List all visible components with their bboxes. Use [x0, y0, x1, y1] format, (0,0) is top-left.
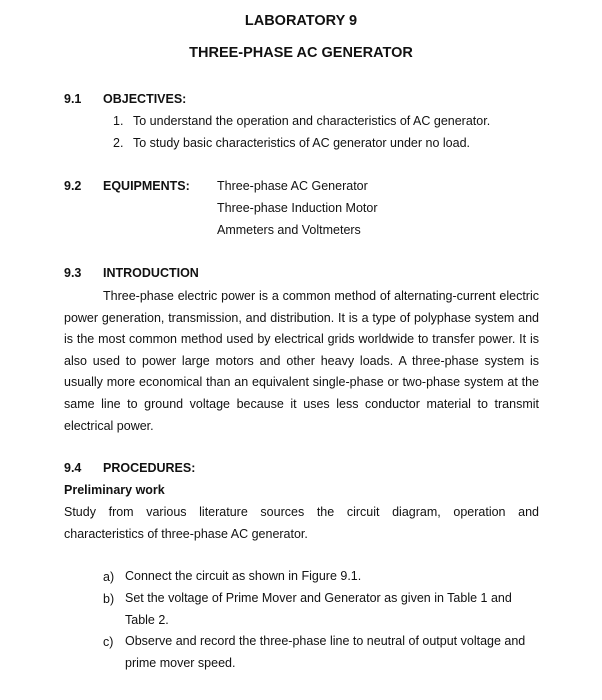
preliminary-paragraph: Study from various literature sources the circuit diagram, operation and characteristics of three-phase AC generator. [64, 505, 539, 541]
section-heading-procedures: PROCEDURES: [103, 461, 196, 475]
procedure-step-text: Set the voltage of Prime Mover and Generator as given in Table 1 and Table 2. [125, 591, 512, 627]
procedure-step-label: b) [103, 592, 115, 606]
objective-item-number: 1. [113, 114, 124, 128]
procedure-step-label: c) [103, 635, 114, 649]
procedure-step-text: Observe and record the three-phase line to neutral of output voltage and prime mover speed. [125, 634, 526, 670]
section-number-procedures: 9.4 [64, 461, 82, 475]
procedure-step-text: Connect the circuit as shown in Figure 9.1. [125, 569, 362, 583]
equipment-item: Three-phase AC Generator [217, 179, 368, 193]
procedure-step-label: a) [103, 570, 115, 584]
equipment-item: Ammeters and Voltmeters [217, 223, 361, 237]
section-number-introduction: 9.3 [64, 266, 82, 280]
preliminary-heading: Preliminary work [64, 483, 165, 497]
section-heading-equipments: EQUIPMENTS: [103, 179, 190, 193]
section-heading-objectives: OBJECTIVES: [103, 92, 187, 106]
lab-subtitle: THREE-PHASE AC GENERATOR [189, 45, 413, 61]
objective-item-number: 2. [113, 136, 124, 150]
section-number-objectives: 9.1 [64, 92, 82, 106]
objective-item-text: To understand the operation and characteristics of AC generator. [133, 114, 491, 128]
introduction-paragraph: Three-phase electric power is a common method of alternating-current electric power generation, transmission, and distribution. It is a type of polyphase system and is the most common method used by electrical grids worldwide to transfer power. It is also used to power large motors and other heavy loads. A three-phase system is usually more economical than an equivalent single-phase or two-phase system at the same line to ground voltage because it uses less conductor material to transmit electrical power. [64, 289, 539, 433]
section-heading-introduction: INTRODUCTION [103, 266, 199, 280]
section-number-equipments: 9.2 [64, 179, 82, 193]
objective-item-text: To study basic characteristics of AC generator under no load. [133, 136, 470, 150]
equipment-item: Three-phase Induction Motor [217, 201, 378, 215]
lab-title: LABORATORY 9 [244, 13, 358, 29]
